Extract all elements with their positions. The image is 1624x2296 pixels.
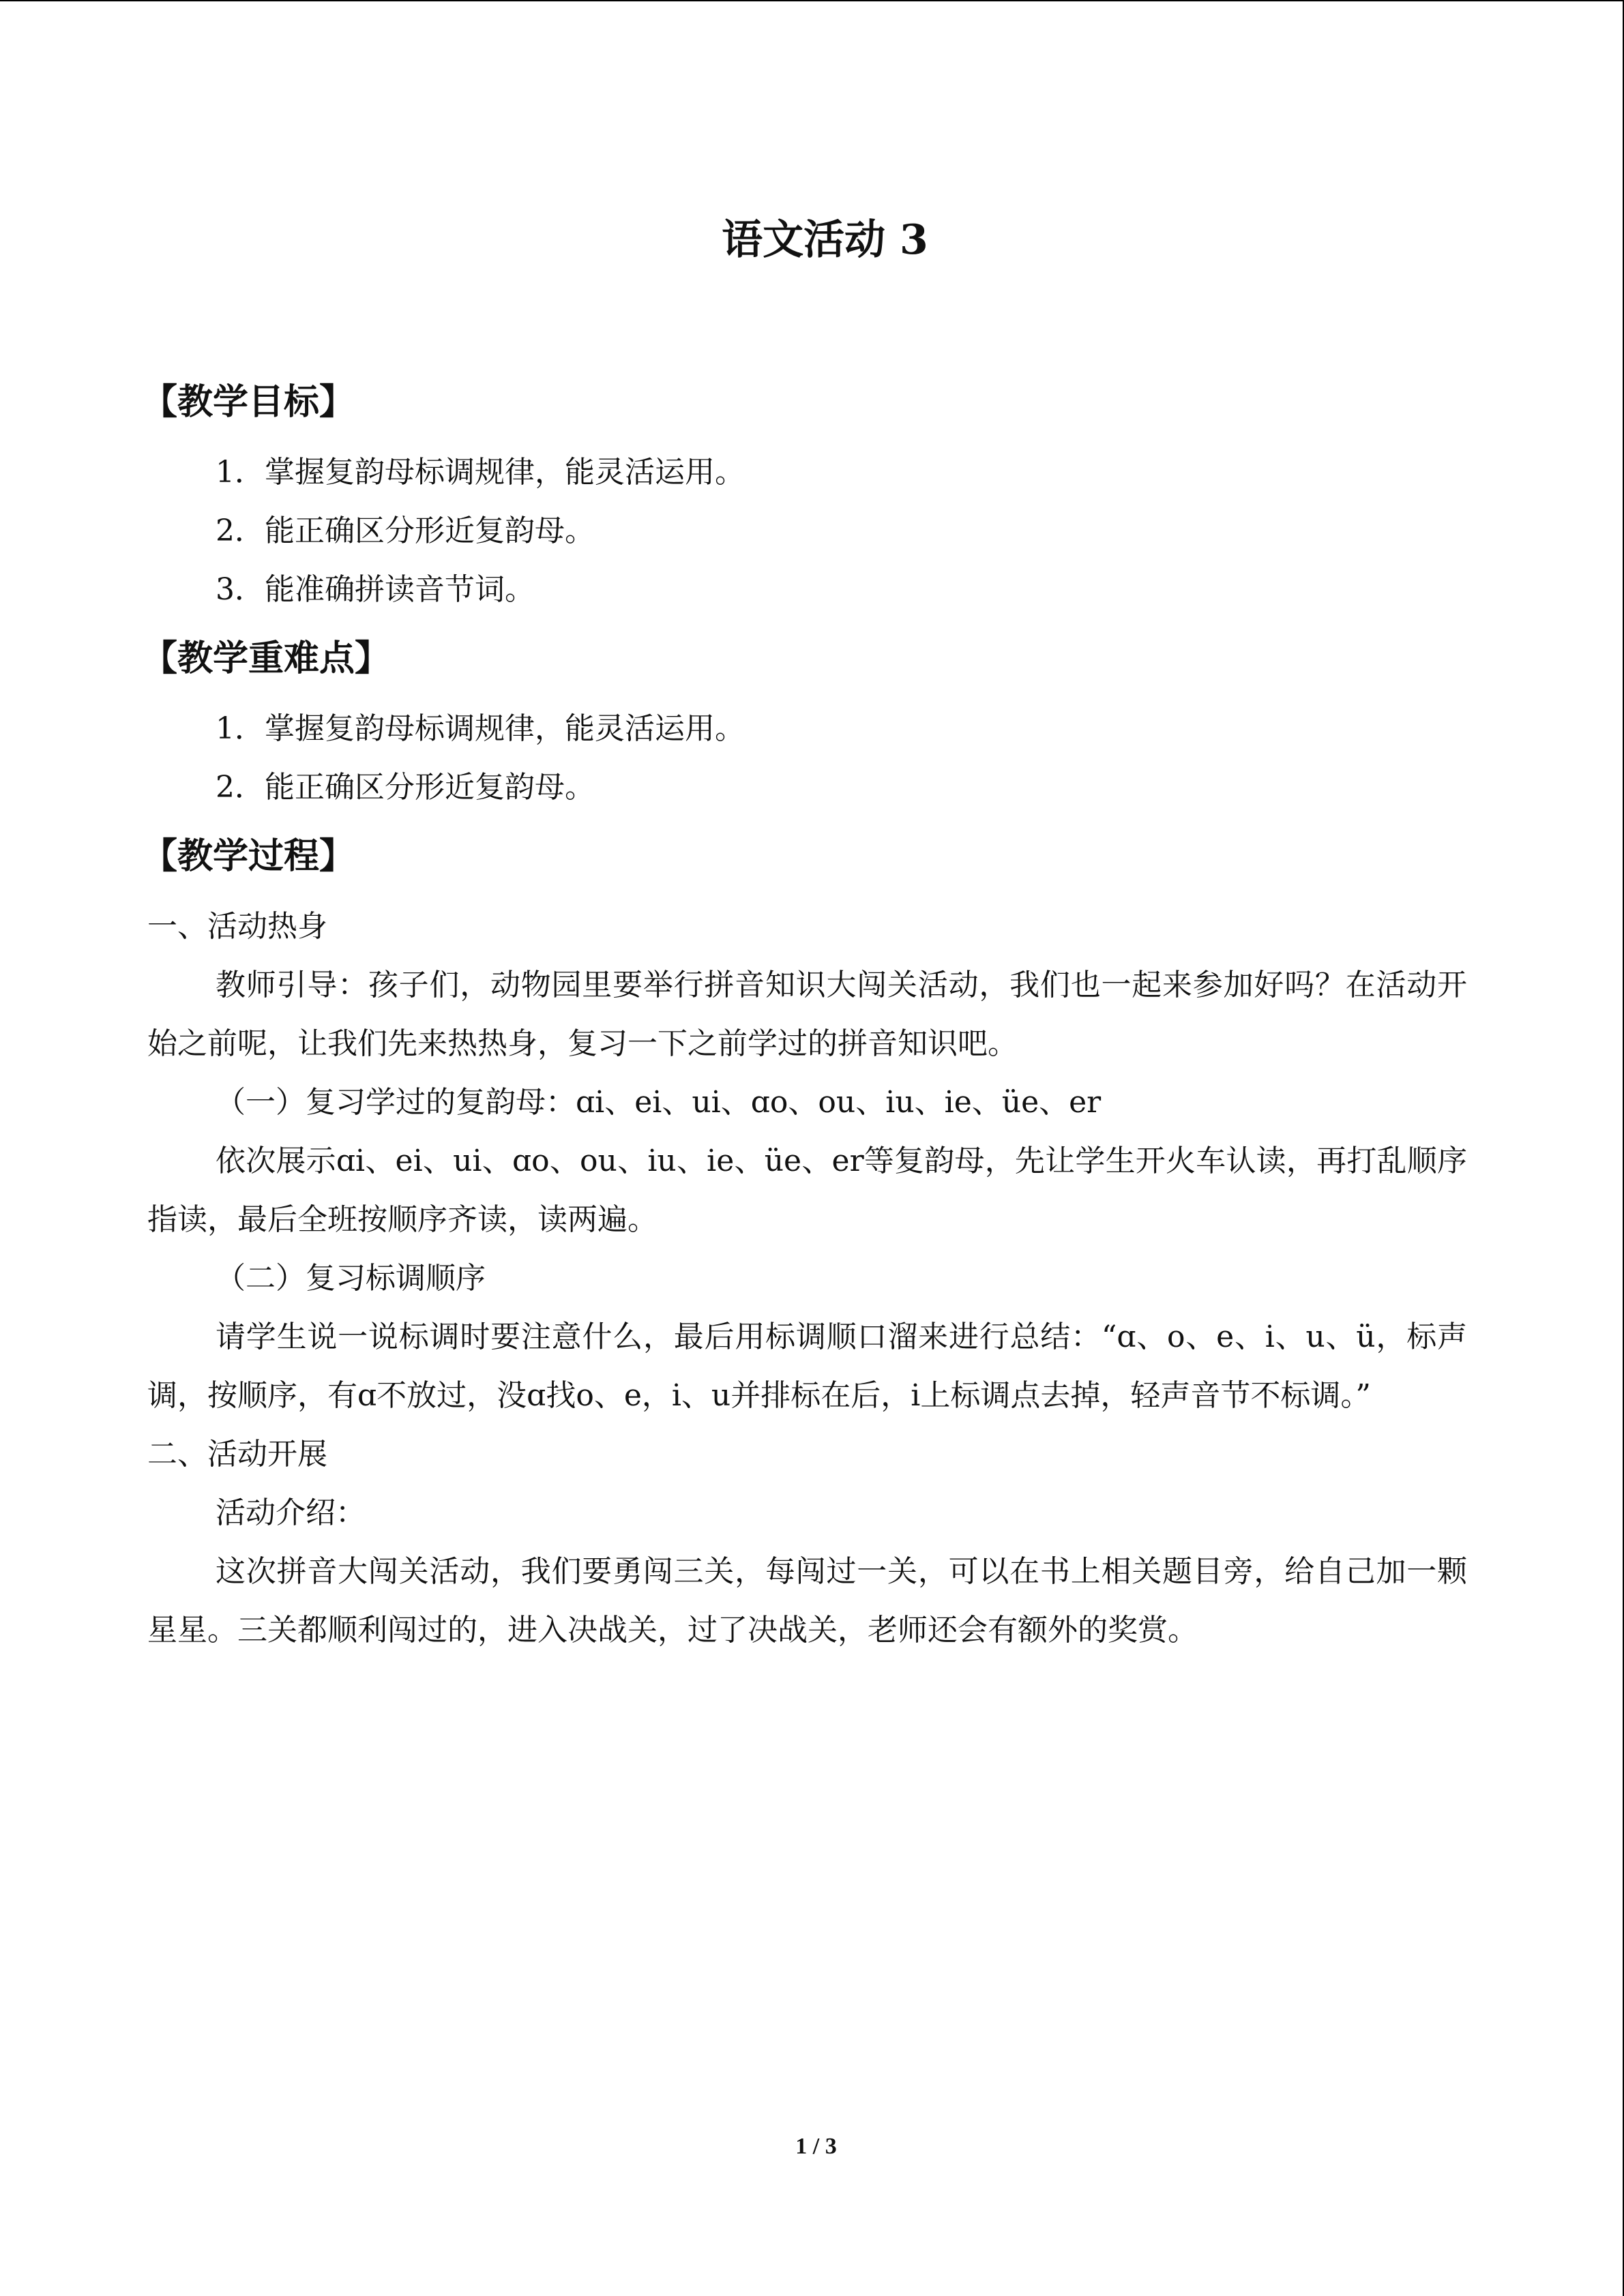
list-item: 2．能正确区分形近复韵母。 bbox=[216, 770, 595, 805]
document-title: 语文活动 3 bbox=[722, 216, 928, 264]
process-sub2-text: 请学生说一说标调时要注意什么，最后用标调顺口溜来进行总结：“ɑ、o、e、i、u、ü，标声调，按顺序，有ɑ不放过，没ɑ找o、e，i、u并排标在后，i上标调点去掉，轻声音节不标调。” bbox=[147, 1320, 1467, 1413]
document-body bbox=[142, 205, 1467, 1660]
objectives-list bbox=[147, 443, 1467, 619]
list-item: 1．掌握复韵母标调规律，能灵活运用。 bbox=[216, 711, 745, 746]
process-sub1-text: 依次展示ɑi、ei、ui、ɑo、ou、iu、ie、üe、er等复韵母，先让学生开火车认读，再打乱顺序指读，最后全班按顺序齐读，读两遍。 bbox=[147, 1144, 1467, 1237]
section-heading-process: 【教学过程】 bbox=[142, 835, 355, 877]
process-sub2-title: （二）复习标调顺序 bbox=[216, 1261, 486, 1296]
section-heading-key-points: 【教学重难点】 bbox=[142, 638, 391, 679]
list-item: 3．能准确拼读音节词。 bbox=[216, 572, 535, 607]
section-heading-objectives: 【教学目标】 bbox=[142, 381, 355, 423]
page-footer bbox=[0, 2133, 1624, 2160]
process-part1-title: 一、活动热身 bbox=[147, 909, 327, 944]
key-points-list bbox=[147, 700, 1467, 817]
process-part2-label: 活动介绍： bbox=[216, 1495, 366, 1530]
process-part1-intro: 教师引导：孩子们，动物园里要举行拼音知识大闯关活动，我们也一起来参加好吗？在活动开始之前呢，让我们先来热热身，复习一下之前学过的拼音知识吧。 bbox=[147, 968, 1467, 1061]
page-indicator: 1 / 3 bbox=[795, 2134, 837, 2159]
process-part2-title: 二、活动开展 bbox=[147, 1437, 327, 1472]
process-sub1-title: （一）复习学过的复韵母：ɑi、ei、ui、ɑo、ou、iu、ie、üe、er bbox=[216, 1085, 1102, 1120]
process-part2-text: 这次拼音大闯关活动，我们要勇闯三关，每闯过一关，可以在书上相关题目旁，给自己加一颗星星。三关都顺利闯过的，进入决战关，过了决战关，老师还会有额外的奖赏。 bbox=[147, 1554, 1467, 1648]
list-item: 2．能正确区分形近复韵母。 bbox=[216, 513, 595, 548]
list-item: 1．掌握复韵母标调规律，能灵活运用。 bbox=[216, 455, 745, 490]
title-spacer bbox=[147, 275, 1467, 368]
